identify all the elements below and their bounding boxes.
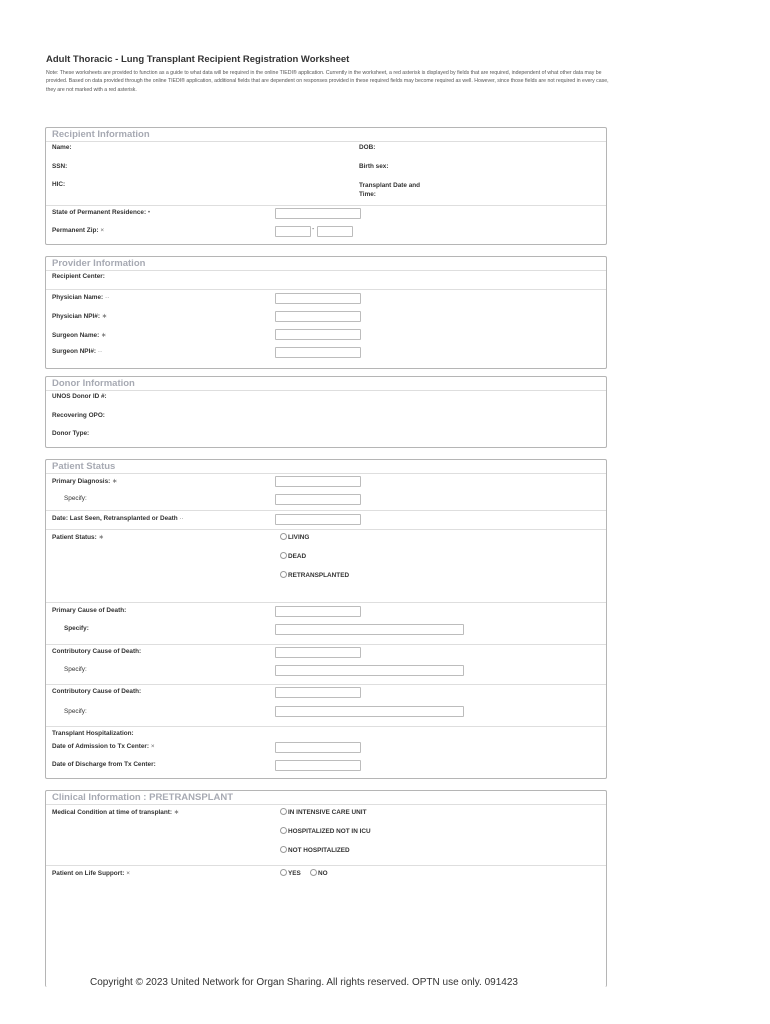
recipient-section	[45, 127, 607, 245]
state-input[interactable]	[275, 208, 361, 219]
surgeon-name-label	[52, 331, 106, 339]
donor-type-label: Donor Type:	[52, 430, 90, 437]
admission-date-input[interactable]	[275, 742, 361, 753]
divider	[46, 644, 606, 645]
hic-label: HIC:	[52, 181, 66, 188]
status-retransplanted-radio[interactable]	[280, 572, 349, 579]
recipient-center-label: Recipient Center:	[52, 273, 105, 280]
divider	[46, 473, 606, 474]
surgeon-npi-text: Surgeon NPI#:	[52, 348, 97, 355]
divider	[46, 602, 606, 603]
divider	[46, 289, 606, 290]
recovering-opo-label: Recovering OPO:	[52, 412, 105, 419]
radio-label: LIVING	[288, 534, 310, 542]
status-living-radio[interactable]	[280, 534, 309, 541]
radio-label: NO	[318, 870, 328, 878]
last-seen-label	[52, 515, 184, 522]
name-label: Name:	[52, 144, 72, 151]
surgeon-name-text: Surgeon Name:	[52, 332, 100, 339]
transplant-date-label-line2: Time:	[359, 191, 376, 198]
condition-hospitalized-radio[interactable]	[280, 828, 371, 835]
section-heading: Clinical Information : PRETRANSPLANT	[52, 792, 234, 803]
divider	[46, 510, 606, 511]
hospitalization-label: Transplant Hospitalization:	[52, 730, 134, 737]
radio-circle-icon	[280, 846, 287, 853]
divider	[46, 205, 606, 206]
radio-circle-icon	[280, 533, 287, 540]
admission-date-label	[52, 743, 155, 750]
condition-icu-radio[interactable]	[280, 809, 366, 816]
contributory-cod-1-specify-input[interactable]	[275, 665, 464, 676]
surgeon-npi-label	[52, 348, 102, 355]
divider	[46, 141, 606, 142]
transplant-date-label-line1: Transplant Date and	[359, 182, 421, 189]
divider	[46, 684, 606, 685]
required-mark: ×	[150, 743, 155, 750]
primary-cod-input[interactable]	[275, 606, 361, 617]
contributory-cod-2-specify-label: Specify:	[64, 708, 87, 715]
primary-cod-specify-label: Specify:	[64, 625, 89, 632]
patient-status-section	[45, 459, 607, 779]
state-label-text: State of Permanent Residence:	[52, 209, 147, 216]
patient-status-label	[52, 533, 104, 541]
required-mark: ··	[179, 515, 184, 522]
primary-cod-specify-input[interactable]	[275, 624, 464, 635]
admission-date-text: Date of Admission to Tx Center:	[52, 743, 150, 750]
medical-condition-text: Medical Condition at time of transplant:	[52, 809, 173, 816]
radio-circle-icon	[280, 869, 287, 876]
medical-condition-label	[52, 808, 179, 816]
radio-circle-icon	[280, 808, 287, 815]
life-support-no-radio[interactable]	[310, 870, 328, 877]
required-mark: ×	[126, 870, 130, 877]
discharge-date-label: Date of Discharge from Tx Center:	[52, 761, 156, 768]
transplant-date-label	[359, 181, 420, 199]
worksheet-note: Note: These worksheets are provided to function as a guide to what data will be required in the online TIEDI® application. Currently in the worksheet, a red asterisk is displayed by fields that are required, independent of what other data may be provided. Based on data provided through the online TIEDI® application, additional fields that are dependent on responses provided in these required fields may become required as well. However, since those fields are not required in every case, they are not marked with a red asterisk.	[46, 70, 609, 93]
copyright-footer: Copyright © 2023 United Network for Organ Sharing. All rights reserved. OPTN use only. 091423	[90, 977, 518, 988]
required-mark: ∗	[173, 809, 180, 816]
radio-circle-icon	[280, 571, 287, 578]
surgeon-name-input[interactable]	[275, 329, 361, 340]
life-support-label	[52, 870, 130, 877]
zip-input[interactable]	[275, 226, 311, 237]
radio-label: HOSPITALIZED NOT IN ICU	[288, 828, 371, 836]
zip-label	[52, 227, 104, 234]
required-mark: ∗	[101, 313, 108, 320]
physician-name-text: Physician Name:	[52, 294, 104, 301]
radio-circle-icon	[280, 827, 287, 834]
divider	[46, 804, 606, 805]
radio-label: RETRANSPLANTED	[288, 572, 350, 580]
physician-name-label	[52, 294, 109, 301]
radio-circle-icon	[310, 869, 317, 876]
primary-cod-label: Primary Cause of Death:	[52, 607, 127, 614]
divider	[46, 865, 606, 866]
required-mark: ··	[104, 294, 110, 301]
contributory-cod-2-input[interactable]	[275, 687, 361, 698]
physician-npi-input[interactable]	[275, 311, 361, 322]
dob-label: DOB:	[359, 144, 376, 151]
discharge-date-input[interactable]	[275, 760, 361, 771]
condition-not-hospitalized-radio[interactable]	[280, 847, 350, 854]
birth-sex-label: Birth sex:	[359, 163, 389, 170]
life-support-yes-radio[interactable]	[280, 870, 301, 877]
required-mark: ×	[100, 227, 105, 234]
physician-npi-text: Physician NPI#:	[52, 313, 100, 320]
section-heading: Provider Information	[52, 258, 146, 269]
required-mark: ··	[97, 348, 103, 355]
diagnosis-specify-label: Specify:	[64, 495, 87, 502]
primary-diagnosis-label	[52, 477, 117, 485]
status-dead-radio[interactable]	[280, 553, 306, 560]
required-mark: ∗	[98, 534, 104, 541]
radio-label: DEAD	[288, 553, 307, 561]
required-mark: •	[147, 209, 151, 216]
physician-name-input[interactable]	[275, 293, 361, 304]
physician-npi-label	[52, 312, 107, 320]
zip-label-text: Permanent Zip:	[52, 227, 99, 234]
ssn-label: SSN:	[52, 163, 68, 170]
contributory-cod-1-input[interactable]	[275, 647, 361, 658]
clinical-section	[45, 790, 607, 987]
section-heading: Patient Status	[52, 461, 116, 472]
patient-status-text: Patient Status:	[52, 534, 97, 541]
primary-diagnosis-input[interactable]	[275, 476, 361, 487]
radio-circle-icon	[280, 552, 287, 559]
radio-label: IN INTENSIVE CARE UNIT	[288, 809, 367, 817]
primary-diagnosis-text: Primary Diagnosis:	[52, 478, 111, 485]
section-heading: Recipient Information	[52, 129, 150, 140]
divider	[46, 270, 606, 271]
section-heading: Donor Information	[52, 378, 135, 389]
diagnosis-specify-input[interactable]	[275, 494, 361, 505]
life-support-text: Patient on Life Support:	[52, 870, 125, 877]
radio-label: YES	[288, 870, 301, 878]
contributory-cod-1-label: Contributory Cause of Death:	[52, 648, 142, 655]
zip-dash: -	[312, 226, 315, 233]
state-label	[52, 209, 150, 216]
last-seen-text: Date: Last Seen, Retransplanted or Death	[52, 515, 178, 522]
divider	[46, 390, 606, 391]
required-mark: ∗	[101, 332, 107, 339]
contributory-cod-2-specify-input[interactable]	[275, 706, 464, 717]
radio-label: NOT HOSPITALIZED	[288, 847, 350, 855]
divider	[46, 726, 606, 727]
zip-ext-input[interactable]	[317, 226, 353, 237]
divider	[46, 529, 606, 530]
required-mark: ∗	[112, 478, 118, 485]
contributory-cod-2-label: Contributory Cause of Death:	[52, 688, 142, 695]
last-seen-input[interactable]	[275, 514, 361, 525]
contributory-cod-1-specify-label: Specify:	[64, 666, 87, 673]
donor-id-label: UNOS Donor ID #:	[52, 393, 107, 400]
surgeon-npi-input[interactable]	[275, 347, 361, 358]
donor-section	[45, 376, 607, 448]
provider-section	[45, 256, 607, 369]
worksheet-title: Adult Thoracic - Lung Transplant Recipient Registration Worksheet	[46, 54, 350, 65]
